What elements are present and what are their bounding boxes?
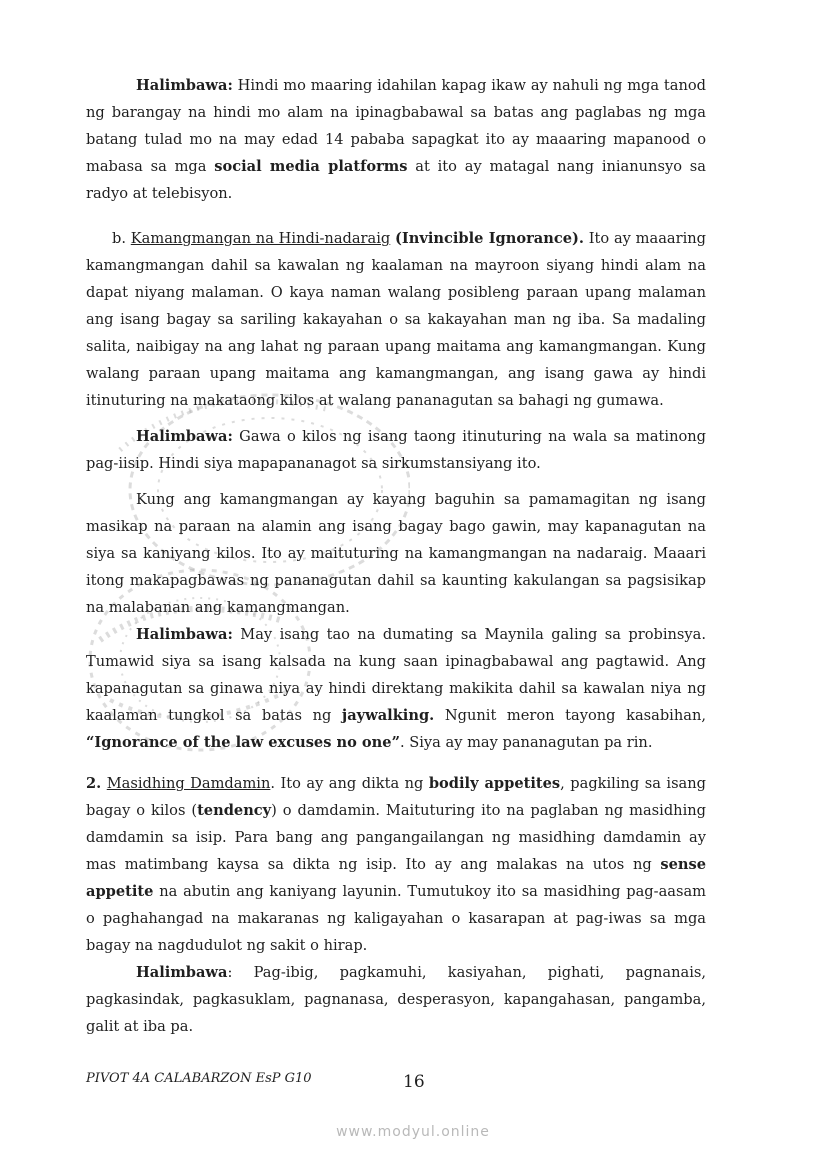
paragraph-text: . Ito ay ang dikta ng xyxy=(270,775,429,792)
bold-quote: “Ignorance of the law excuses no one” xyxy=(86,734,400,751)
footer-course-label: PIVOT 4A CALABARZON EsP G10 xyxy=(86,1071,312,1086)
bold-term: tendency xyxy=(197,802,272,819)
example-paragraph-4 xyxy=(86,959,706,1040)
bold-term: (Invincible Ignorance). xyxy=(395,230,584,247)
paragraph-text: : Pag-ibig, pagkamuhi, kasiyahan, pighati, pagnanais, pagkasindak, pagkasuklam, pagnanasa, desperasyon, kapangahasan, pangamba, galit at iba pa. xyxy=(86,964,706,1035)
explanation-paragraph xyxy=(86,486,706,621)
paragraph-text: Hindi mo maaring idahilan kapag ikaw ay nahuli ng mga tanod ng barangay na hindi mo alam na ipinagbabawal sa batas ang paglabas ng mga batang tulad mo na may edad 14 pababa sapagkat ito ay maaaring mapanood o mabasa sa mga xyxy=(86,77,706,175)
bold-term: bodily appetites xyxy=(428,775,561,792)
bold-term: sense appetite xyxy=(86,856,706,900)
underlined-term: Masidhing Damdamin xyxy=(106,775,271,792)
page-number: 16 xyxy=(403,1072,425,1092)
paragraph-text: . Siya ay may pananagutan pa rin. xyxy=(399,734,653,751)
site-watermark: www.modyul.online xyxy=(336,1124,490,1140)
paragraph-text: ) o damdamin. Maituturing ito na paglaban ng masidhing damdamin sa isip. Para bang ang pangangailangan ng masidhing damdamin ay mas matimbang kaysa sa dikta ng isip. Ito ay ang malakas na utos ng xyxy=(86,802,706,873)
example-paragraph-3 xyxy=(86,621,706,756)
example-paragraph-1 xyxy=(86,72,706,207)
section-2-paragraph xyxy=(86,770,706,959)
paragraph-text: , pagkiling sa isang bagay o kilos ( xyxy=(86,775,706,819)
example-label: Halimbawa: xyxy=(136,428,233,445)
document-body xyxy=(86,72,706,1040)
section-b-paragraph xyxy=(86,225,706,414)
section-number: 2. xyxy=(86,775,102,792)
paragraph-text: May isang tao na dumating sa Maynila galing sa probinsya. Tumawid siya sa isang kalsada na kung saan ipinagbabawal ang pagtawid. Ang kapanagutan sa ginawa niya ay hindi direktang makikita dahil sa kawalan niya ng kaalaman tungkol sa batas ng xyxy=(86,626,706,724)
bold-term: social media platforms xyxy=(214,158,408,175)
paragraph-text: Gawa o kilos ng isang taong itinuturing na wala sa matinong pag-iisip. Hindi siya mapapananagot sa sirkumstansiyang ito. xyxy=(86,428,706,472)
example-label: Halimbawa xyxy=(136,964,228,981)
example-label: Halimbawa: xyxy=(136,626,233,643)
list-marker: b. xyxy=(112,230,131,247)
example-paragraph-2 xyxy=(86,423,706,477)
paragraph-text: Ngunit meron tayong kasabihan, xyxy=(434,707,706,724)
paragraph-text: Kung ang kamangmangan ay kayang baguhin sa pamamagitan ng isang masikap na paraan na alamin ang isang bagay bago gawin, may kapanagutan na siya sa kaniyang kilos. Ito ay maituturing na kamangmangan na nadaraig. Maaari itong makapagbawas ng pananagutan dahil sa kaunting kakulangan sa pagsisikap na malabanan ang kamangmangan. xyxy=(86,491,706,616)
paragraph-text: at ito ay matagal nang inianunsyo sa radyo at telebisyon. xyxy=(86,158,706,202)
example-label: Halimbawa: xyxy=(136,77,233,94)
bold-term: jaywalking. xyxy=(341,707,435,724)
underlined-term: Kamangmangan na Hindi-nadaraig xyxy=(130,230,391,247)
paragraph-text: Ito ay maaaring kamangmangan dahil sa kawalan ng kaalaman na mayroon siyang hindi alam na dapat niyang malaman. O kaya naman walang posibleng paraan upang malaman ang isang bagay sa sariling kakayahan o sa kakayahan man ng iba. Sa madaling salita, naibigay na ang lahat ng paraan upang maitama ang kamangmangan. Kung walang paraan upang maitama ang kamangmangan, ang isang gawa ay hindi itinuturing na makataong kilos at walang pananagutan sa bahagi ng gumawa. xyxy=(86,230,707,409)
paragraph-text: na abutin ang kaniyang layunin. Tumutukoy ito sa masidhing pag-aasam o paghahangad na makaranas ng kaligayahan o kasarapan at pag-iwas sa mga bagay na nagdudulot ng sakit o hirap. xyxy=(86,883,706,954)
